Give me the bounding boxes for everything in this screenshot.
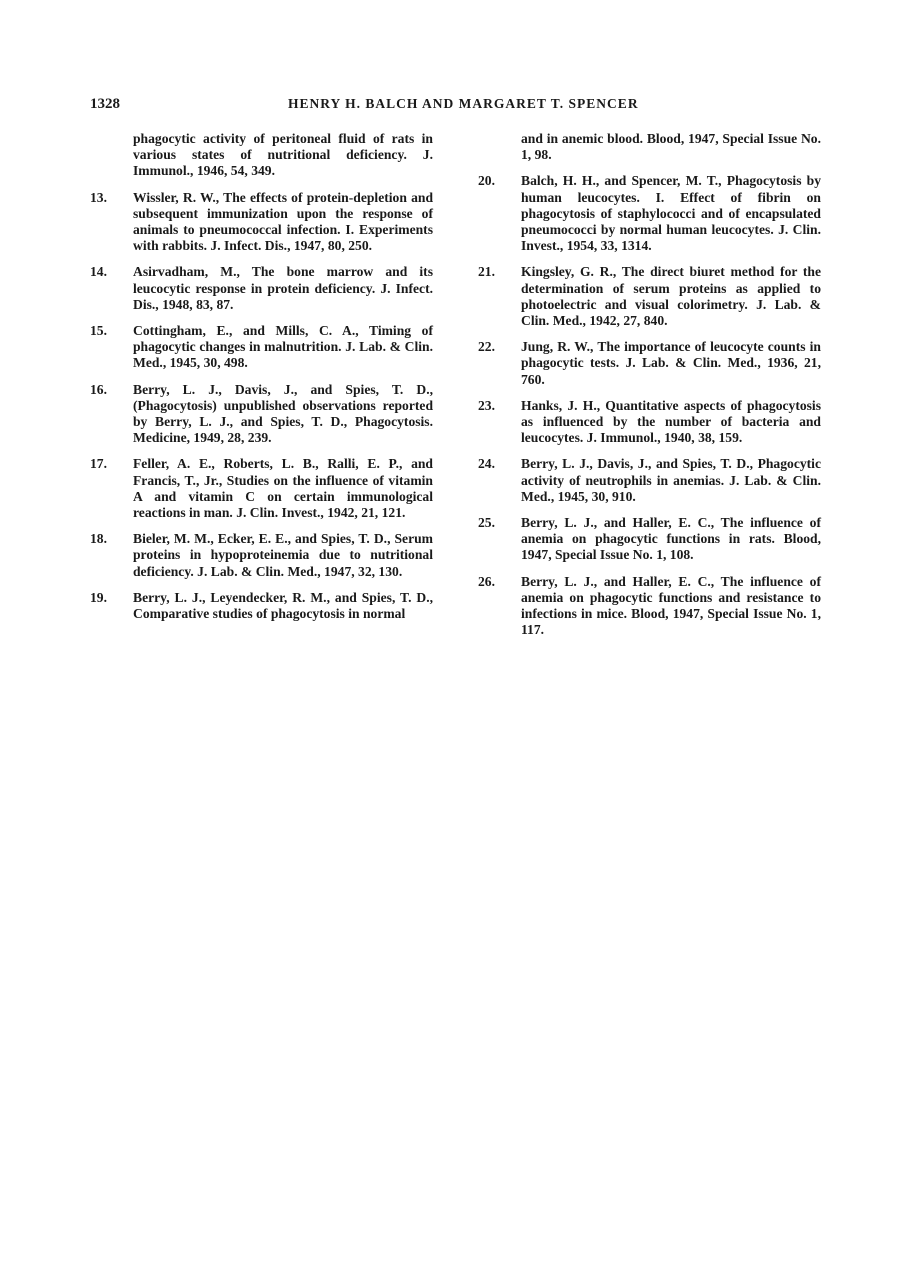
page-number: 1328 [90, 96, 120, 112]
reference-item [90, 382, 433, 447]
reference-item [90, 264, 433, 313]
reference-item [478, 339, 821, 388]
reference-text: Berry, L. J., Leyendecker, R. M., and Spies, T. D., Comparative studies of phagocytosis in normal [133, 589, 433, 622]
reference-item [90, 323, 433, 372]
reference-text: Berry, L. J., and Haller, E. C., The influence of anemia on phagocytic functions in rats. Blood, 1947, Special Issue No. 1, 108. [521, 515, 821, 563]
reference-text: Bieler, M. M., Ecker, E. E., and Spies, T. D., Serum proteins in hypoproteinemia due to nutritional deficiency. J. Lab. & Clin. Med., 1947, 32, 130. [133, 531, 433, 579]
reference-text: Hanks, J. H., Quantitative aspects of phagocytosis as influenced by the number of bacteria and leucocytes. J. Immunol., 1940, 38, 159. [521, 397, 821, 446]
reference-number: 16. [90, 381, 107, 397]
reference-text: Wissler, R. W., The effects of protein-depletion and subsequent immunization upon the response of animals to pneumococcal infection. I. Experiments with rabbits. J. Infect. Dis., 1947, 80, 250. [133, 189, 433, 254]
reference-text: Kingsley, G. R., The direct biuret method for the determination of serum proteins as applied to photoelectric and visual colorimetry. J. Lab. & Clin. Med., 1942, 27, 840. [521, 264, 821, 329]
reference-number: 23. [478, 397, 495, 413]
reference-text: phagocytic activity of peritoneal fluid of rats in various states of nutritional deficiency. J. Immunol., 1946, 54, 349. [133, 131, 433, 179]
reference-item [478, 173, 821, 254]
page-header [90, 96, 830, 116]
reference-continuation [90, 131, 433, 180]
reference-text: Berry, L. J., Davis, J., and Spies, T. D., (Phagocytosis) unpublished observations reported by Berry, L. J., and Spies, T. D., Phagocytosis. Medicine, 1949, 28, 239. [133, 381, 433, 446]
reference-number: 13. [90, 189, 107, 205]
reference-item [90, 190, 433, 255]
reference-number: 25. [478, 515, 495, 531]
reference-item [90, 456, 433, 521]
reference-number: 15. [90, 323, 107, 339]
reference-number: 19. [90, 589, 107, 605]
reference-continuation [478, 131, 821, 163]
reference-text: Balch, H. H., and Spencer, M. T., Phagocytosis by human leucocytes. I. Effect of fibrin on phagocytosis of staphylococci and of encapsulated pneumococci by normal human leucocytes. J. Clin. Invest., 1954, 33, 1314. [521, 173, 821, 254]
reference-text: and in anemic blood. Blood, 1947, Special Issue No. 1, 98. [521, 131, 821, 163]
reference-text: Feller, A. E., Roberts, L. B., Ralli, E. P., and Francis, T., Jr., Studies on the influence of vitamin A and vitamin C on certain immunological reactions in man. J. Clin. Invest., 1942, 21, 121. [133, 456, 433, 521]
reference-number: 26. [478, 573, 495, 589]
reference-item [478, 574, 821, 639]
reference-number: 20. [478, 173, 495, 189]
reference-item [478, 398, 821, 447]
left-column [90, 131, 433, 632]
reference-text: Jung, R. W., The importance of leucocyte counts in phagocytic tests. J. Lab. & Clin. Med., 1936, 21, 760. [521, 339, 821, 387]
reference-text: Berry, L. J., Davis, J., and Spies, T. D., Phagocytic activity of neutrophils in anemias. J. Lab. & Clin. Med., 1945, 30, 910. [521, 456, 821, 504]
reference-number: 21. [478, 264, 495, 280]
reference-number: 17. [90, 456, 107, 472]
reference-item [478, 456, 821, 505]
reference-text: Cottingham, E., and Mills, C. A., Timing of phagocytic changes in malnutrition. J. Lab. & Clin. Med., 1945, 30, 498. [133, 323, 433, 371]
running-head: HENRY H. BALCH AND MARGARET T. SPENCER [288, 96, 639, 111]
reference-item [478, 515, 821, 564]
reference-item [90, 531, 433, 580]
reference-text: Asirvadham, M., The bone marrow and its leucocytic response in protein deficiency. J. Infect. Dis., 1948, 83, 87. [133, 264, 433, 312]
reference-item [478, 264, 821, 329]
reference-text: Berry, L. J., and Haller, E. C., The influence of anemia on phagocytic functions and resistance to infections in mice. Blood, 1947, Special Issue No. 1, 117. [521, 573, 821, 638]
reference-number: 22. [478, 339, 495, 355]
reference-number: 14. [90, 264, 107, 280]
right-column [478, 131, 821, 648]
reference-item [90, 590, 433, 622]
reference-number: 18. [90, 531, 107, 547]
reference-number: 24. [478, 456, 495, 472]
